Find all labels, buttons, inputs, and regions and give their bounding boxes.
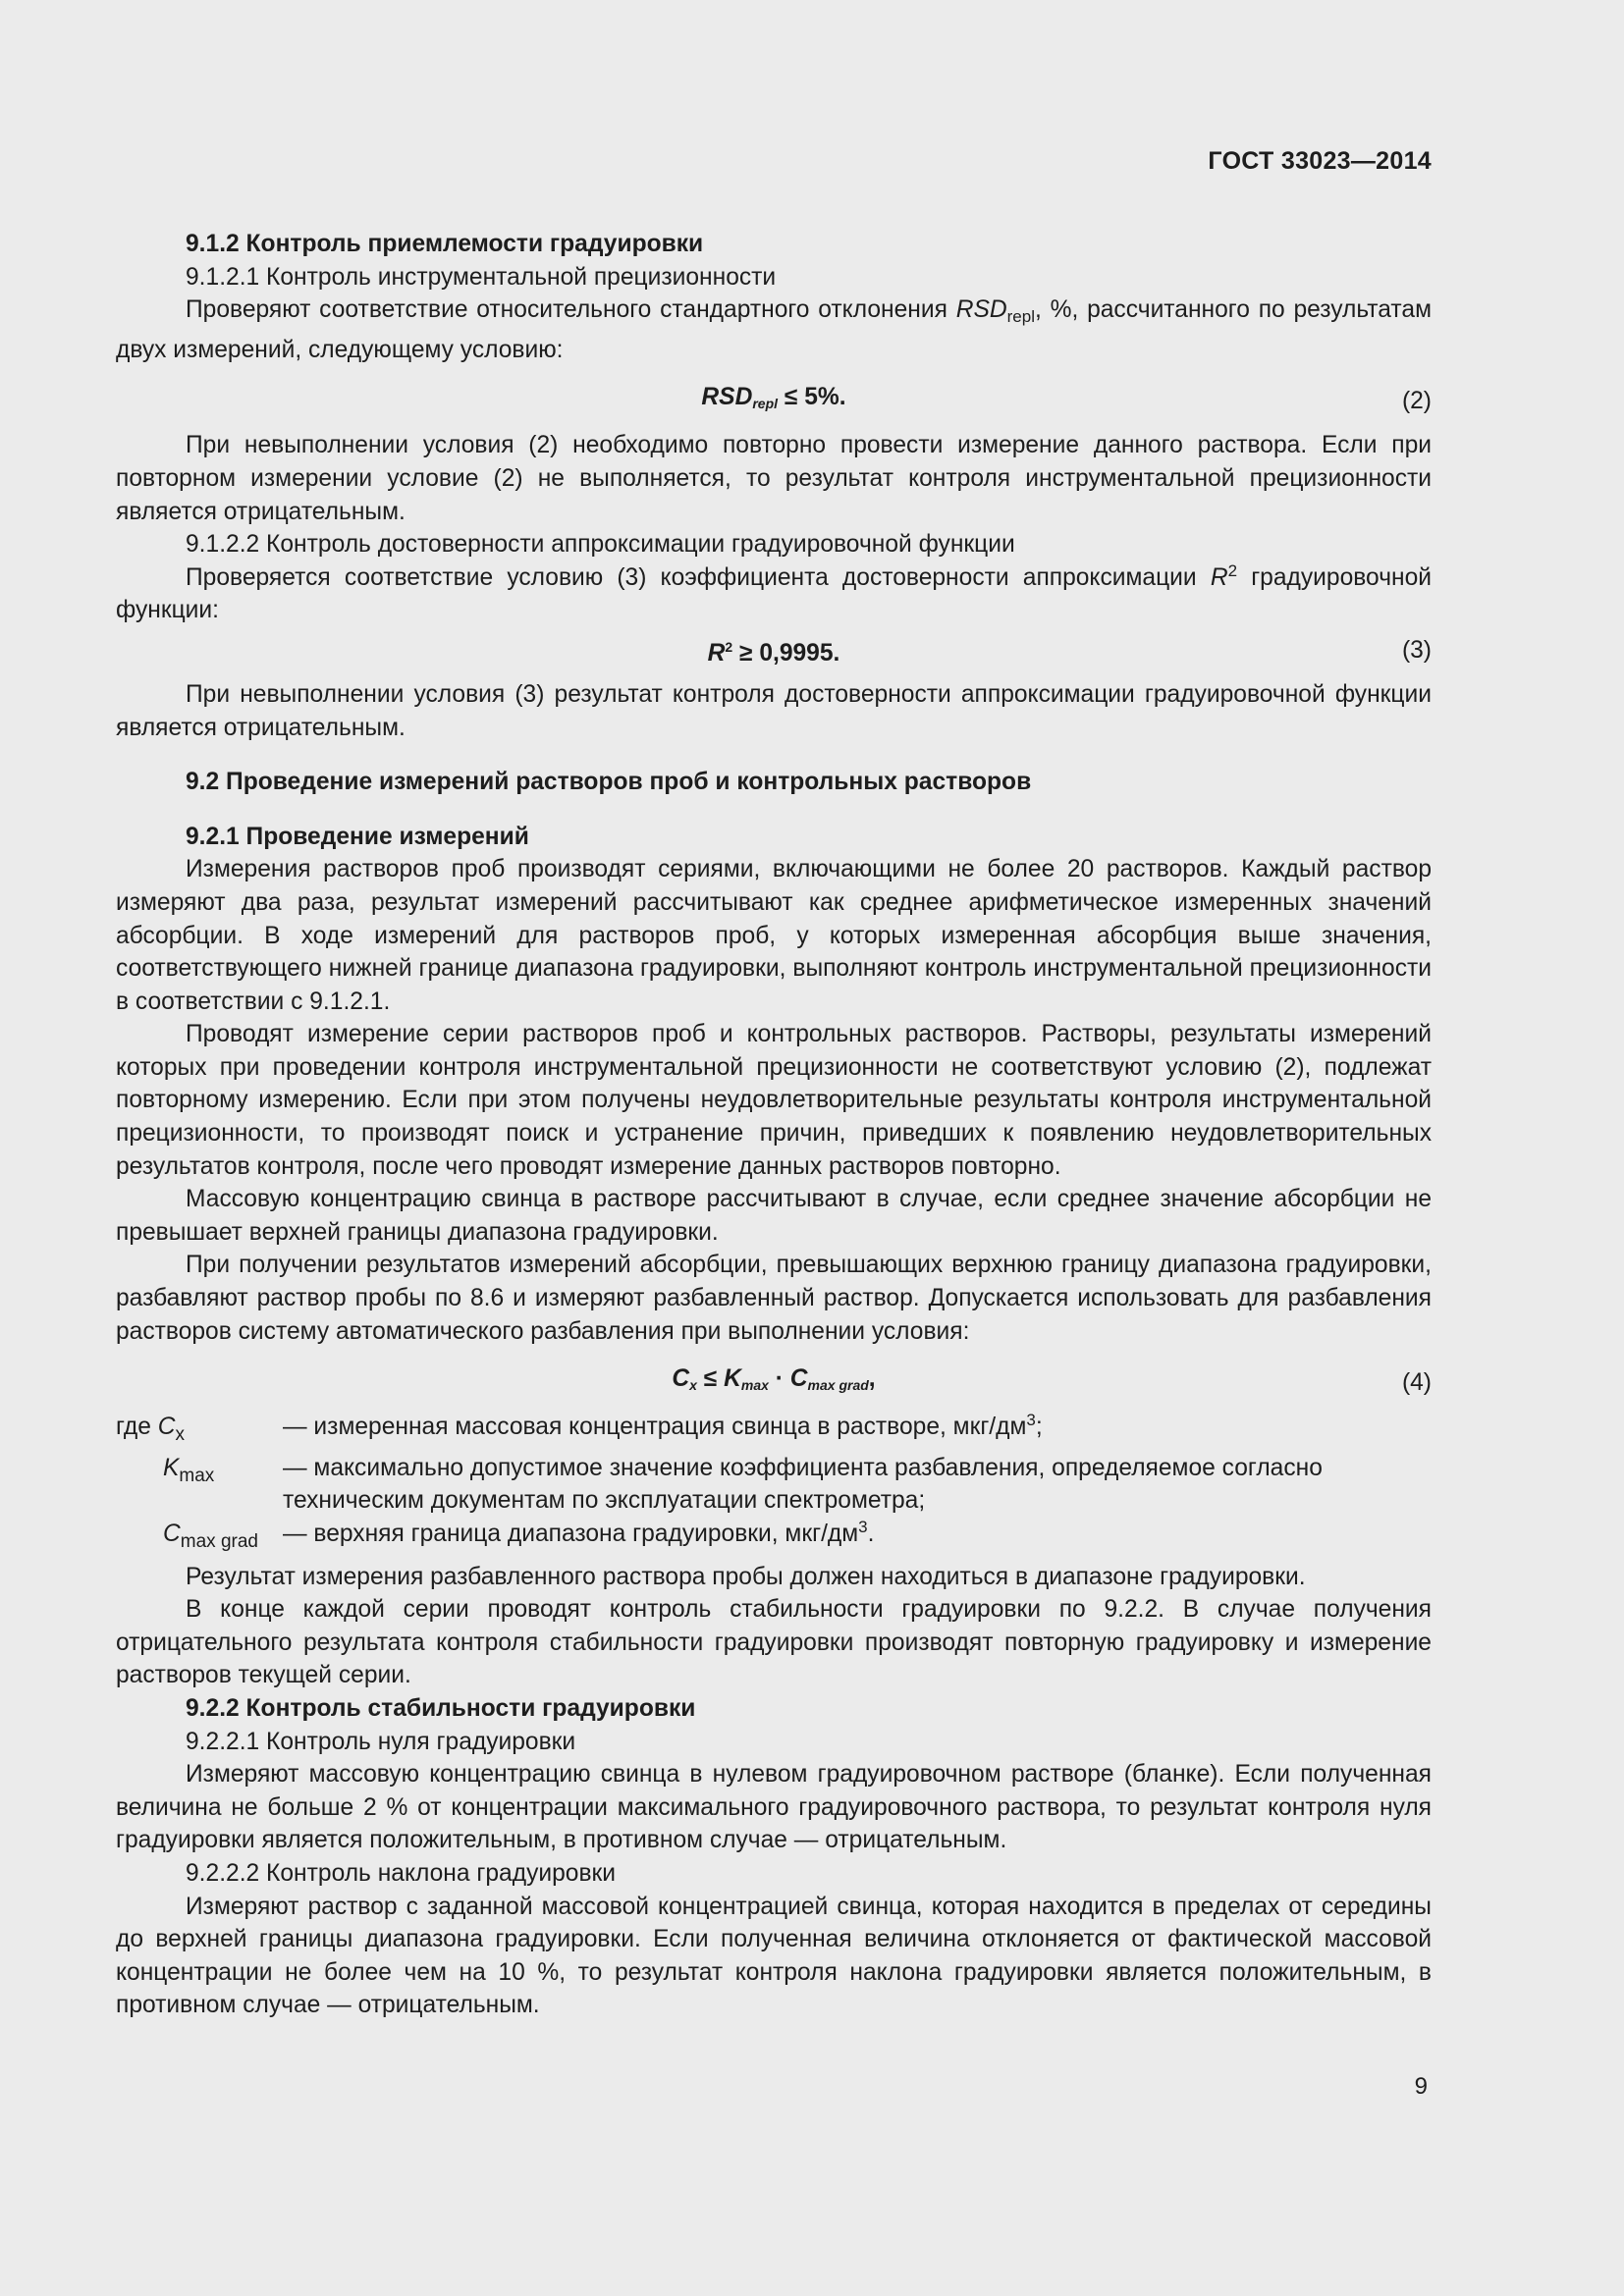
definition-kmax: $K_{max}$ — максимально допустимое значение коэффициента разбавления, определяемое согласно техническим документам по эксплуатации спектрометра; (163, 1454, 1323, 1515)
formula-4: $C_x \le K_{max} \cdot C_{max grad}$, (4) (116, 1362, 1432, 1397)
formula-2: $RSD_{repl} \le 5\%$. (2) (116, 380, 1432, 415)
definition-cx: где $C_x$ — измеренная массовая концентрация свинца в растворе, мкг/$дм^3$; (116, 1411, 1043, 1446)
subsection-9-1-2-1: 9.1.2.1 Контроль инструментальной прецизионности (186, 263, 777, 291)
paragraph: При невыполнении условия (3) результат контроля достоверности аппроксимации градуировочной функции является отрицательным. (116, 680, 1432, 741)
section-heading-9-2-1: 9.2.1 Проведение измерений (186, 823, 529, 850)
paragraph: Измеряют массовую концентрацию свинца в нулевом градуировочном растворе (бланке). Если полученная величина не больше 2 % от концентрации максимального градуировочного раствора, то результат контроля нуля градуировки является положительным, в противном случае — отрицательным. (116, 1761, 1432, 1854)
document-header: ГОСТ 33023—2014 (1208, 147, 1432, 175)
section-heading-9-2: 9.2 Проведение измерений растворов проб и контрольных растворов (186, 769, 1032, 796)
paragraph: Измерения растворов проб производят сериями, включающими не более 20 растворов. Каждый раствор измеряют два раза, результат измерений рассчитывают как среднее арифметическое измеренных значений абсорбции. В ходе измерений для растворов проб, у которых измеренная абсорбция выше значения, соответствующего нижней границе диапазона градуировки, выполняют контроль инструментальной прецизионности в соответствии с 9.1.2.1. (116, 856, 1432, 1015)
formula-number: (3) (1401, 636, 1432, 664)
paragraph: Проводят измерение серии растворов проб и контрольных растворов. Растворы, результаты измерений которых при проведении контроля инструментальной прецизионности не соответствуют условию (2), подлежат повторному измерению. Если при этом получены неудовлетворительные результаты контроля инструментальной прецизионности, то производят поиск и устранение причин, приведших к появлению неудовлетворительных результатов контроля, после чего проводят измерение данных растворов повторно. (116, 1021, 1432, 1180)
definition-cmaxgrad: $C_{max grad}$ — верхняя граница диапазона градуировки, мкг/$дм^3$. (163, 1518, 875, 1552)
paragraph: Массовую концентрацию свинца в растворе рассчитывают в случае, если среднее значение абсорбции не превышает верхней границы диапазона градуировки. (116, 1186, 1432, 1246)
formula-3: $R^2 \ge 0,9995$. (3) (116, 629, 1432, 665)
section-heading-9-2-2: 9.2.2 Контроль стабильности градуировки (186, 1694, 696, 1722)
subsection-9-2-2-2: 9.2.2.2 Контроль наклона градуировки (186, 1859, 617, 1887)
page-number: 9 (1414, 2073, 1428, 2100)
document-body (116, 228, 1432, 2022)
paragraph: Измеряют раствор с заданной массовой концентрацией свинца, которая находится в пределах от середины до верхней границы диапазона градуировки. Если полученная величина отклоняется от фактической массовой концентрации не более чем на 10 %, то результат контроля наклона градуировки является положительным, в противном случае — отрицательным. (116, 1893, 1432, 2019)
subsection-9-2-2-1: 9.2.2.1 Контроль нуля градуировки (186, 1728, 576, 1755)
definitions-list (116, 1411, 1432, 1558)
formula-number: (2) (1401, 388, 1432, 415)
paragraph: При получении результатов измерений абсорбции, превышающих верхнюю границу диапазона градуировки, разбавляют раствор пробы по 8.6 и измеряют разбавленный раствор. Допускается использовать для разбавления растворов систему автоматического разбавления при выполнении условия: (116, 1252, 1432, 1345)
paragraph: Проверяют соответствие относительного стандартного отклонения $RSD_{repl}$, %, рассчитанного по результатам двух измерений, следующему условию: (116, 296, 1432, 363)
paragraph: При невыполнении условия (2) необходимо повторно провести измерение данного раствора. Если при повторном измерении условие (2) не выполняется, то результат контроля инструментальной прецизионности является отрицательным. (116, 432, 1432, 525)
section-heading-9-1-2: 9.1.2 Контроль приемлемости градуировки (186, 231, 704, 257)
paragraph: Результат измерения разбавленного раствора пробы должен находиться в диапазоне градуировки. (186, 1563, 1306, 1590)
paragraph: В конце каждой серии проводят контроль стабильности градуировки по 9.2.2. В случае получения отрицательного результата контроля стабильности градуировки производят повторную градуировку и измерение растворов текущей серии. (116, 1596, 1432, 1689)
formula-number: (4) (1401, 1369, 1432, 1397)
paragraph: Проверяется соответствие условию (3) коэффициента достоверности аппроксимации $R^2$ градуировочной функции: (116, 561, 1433, 624)
subsection-9-1-2-2: 9.1.2.2 Контроль достоверности аппроксимации градуировочной функции (186, 531, 1015, 559)
